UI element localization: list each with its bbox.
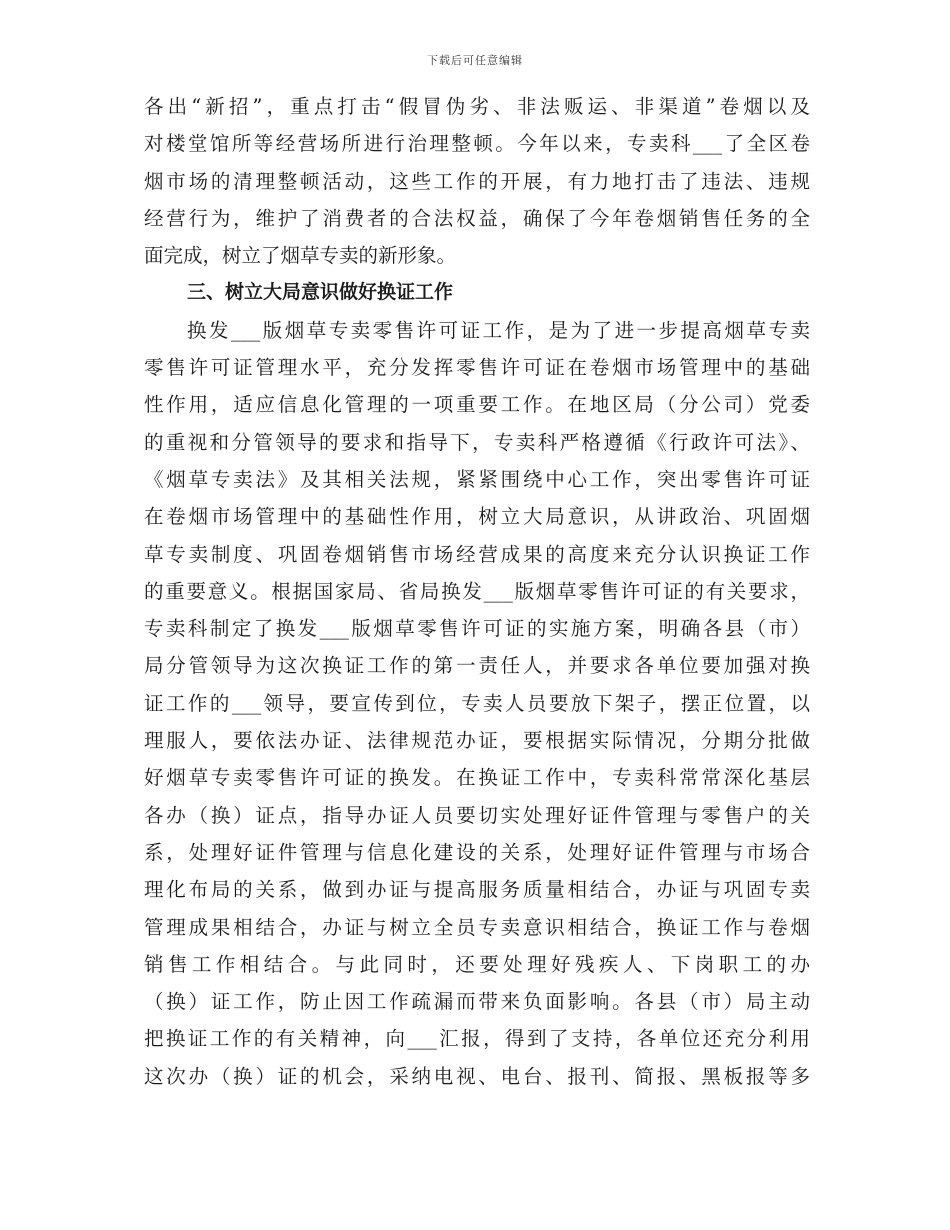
text-line: 的重视和分管领导的要求和指导下，专卖科严格遵循《行政许可法》、: [144, 430, 810, 454]
text-line: 性作用，适应信息化管理的一项重要工作。在地区局（分公司）党委: [144, 393, 810, 417]
text-line: 的重要意义。根据国家局、省局换发___版烟草零售许可证的有关要求，: [144, 579, 810, 603]
section-heading: 三、树立大局意识做好换证工作: [187, 281, 454, 304]
text-line: 管理成果相结合，办证与树立全员专卖意识相结合，换证工作与卷烟: [144, 915, 810, 939]
text-line: 局分管领导为这次换证工作的第一责任人，并要求各单位要加强对换: [144, 654, 810, 678]
text-line: 各出“新招”，重点打击“假冒伪劣、非法贩运、非渠道”卷烟以及: [144, 95, 810, 118]
text-line: 烟市场的清理整顿活动，这些工作的开展，有力地打击了违法、违规: [144, 169, 810, 193]
text-line: 对楼堂馆所等经营场所进行治理整顿。今年以来，专卖科___了全区卷: [144, 132, 810, 156]
text-line: （换）证工作，防止因工作疏漏而带来负面影响。各县（市）局主动: [144, 990, 810, 1014]
text-line: 经营行为，维护了消费者的合法权益，确保了今年卷烟销售任务的全: [144, 206, 810, 230]
text-line: 理服人，要依法办证、法律规范办证，要根据实际情况，分期分批做: [144, 729, 810, 753]
text-line: 专卖科制定了换发___版烟草零售许可证的实施方案，明确各县（市）: [144, 617, 810, 641]
text-line: 把换证工作的有关精神，向___汇报，得到了支持，各单位还充分利用: [144, 1027, 810, 1051]
text-line: 草专卖制度、巩固卷烟销售市场经营成果的高度来充分认识换证工作: [144, 542, 810, 566]
text-line: 各办（换）证点，指导办证人员要切实处理好证件管理与零售户的关: [144, 803, 810, 827]
text-line: 销售工作相结合。与此同时，还要处理好残疾人、下岗职工的办: [144, 952, 810, 976]
text-line: 证工作的___领导，要宣传到位，专卖人员要放下架子，摆正位置，以: [144, 691, 810, 715]
text-line: 系，处理好证件管理与信息化建设的关系，处理好证件管理与市场合: [144, 840, 810, 864]
text-line: 在卷烟市场管理中的基础性作用，树立大局意识，从讲政治、巩固烟: [144, 505, 810, 529]
text-line: 换发___版烟草专卖零售许可证工作，是为了进一步提高烟草专卖: [187, 318, 810, 342]
text-line: 好烟草专卖零售许可证的换发。在换证工作中，专卖科常常深化基层: [144, 766, 810, 790]
text-line: 理化布局的关系，做到办证与提高服务质量相结合，办证与巩固专卖: [144, 878, 810, 902]
text-line: 零售许可证管理水平，充分发挥零售许可证在卷烟市场管理中的基础: [144, 356, 810, 380]
document-body: [144, 88, 810, 1095]
text-line: 《烟草专卖法》及其相关法规，紧紧围绕中心工作，突出零售许可证: [144, 467, 810, 491]
text-line: 面完成，树立了烟草专卖的新形象。: [144, 244, 457, 268]
page-header: 下载后可任意编辑: [427, 54, 523, 67]
text-line: 这次办（换）证的机会，采纳电视、电台、报刊、简报、黑板报等多: [144, 1064, 810, 1088]
